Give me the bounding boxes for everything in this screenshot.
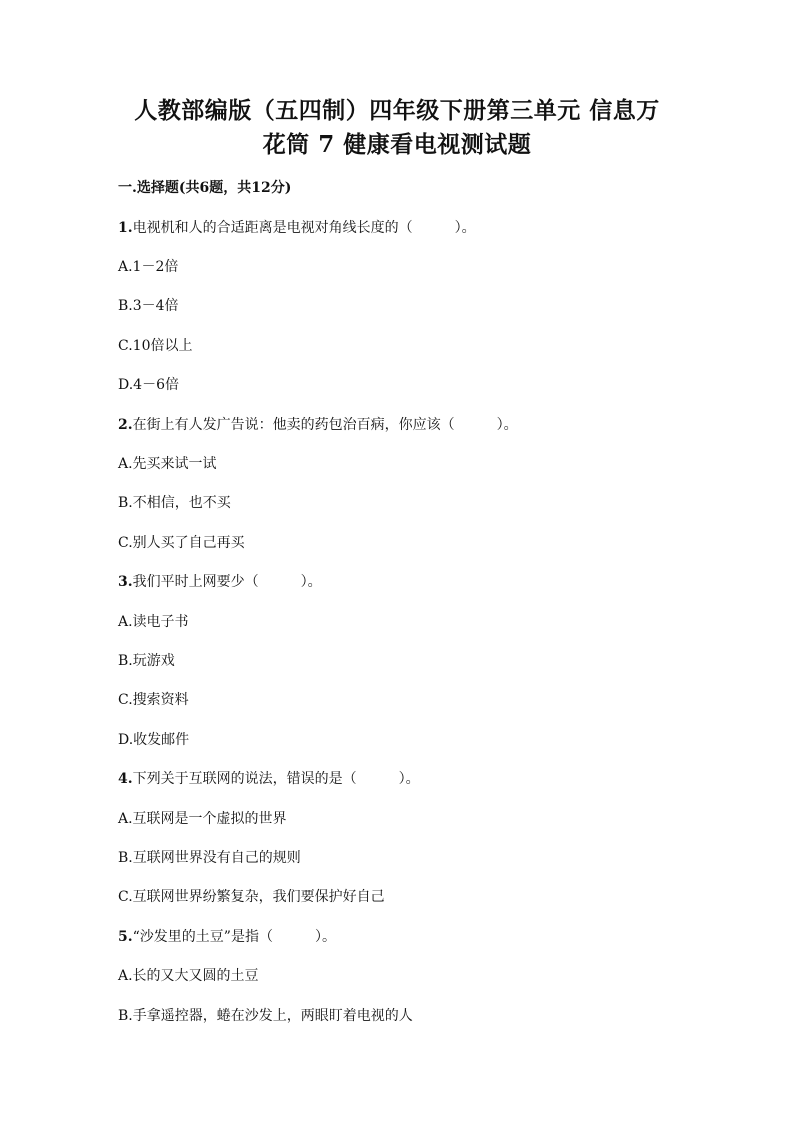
question-3-option-d: D.收发邮件: [118, 732, 190, 748]
question-4: [118, 770, 420, 788]
question-3: [118, 573, 322, 591]
question-2-option-a: A.先买来试一试: [118, 456, 217, 472]
question-number: 4.: [118, 771, 133, 787]
question-1-option-b: B.3－4倍: [118, 298, 179, 314]
question-4-option-b: B.互联网世界没有自己的规则: [118, 850, 301, 866]
question-2-option-c: C.别人买了自己再买: [118, 535, 245, 551]
question-number: 2.: [118, 417, 133, 433]
question-3-option-c: C.搜索资料: [118, 692, 189, 708]
question-text: “沙发里的土豆”是指（ ）。: [132, 929, 336, 945]
question-1-option-a: A.1－2倍: [118, 259, 179, 275]
question-1: [118, 219, 476, 237]
question-number: 1.: [118, 220, 133, 236]
question-2-option-b: B.不相信，也不买: [118, 495, 231, 511]
question-5-option-a: A.长的又大又圆的土豆: [118, 968, 259, 984]
question-number: 3.: [118, 574, 133, 590]
question-1-option-c: C.10倍以上: [118, 338, 193, 354]
question-5-option-b: B.手拿遥控器，蜷在沙发上，两眼盯着电视的人: [118, 1008, 413, 1024]
document-title-line-2: 花筒 7 健康看电视测试题: [262, 131, 532, 158]
question-4-option-c: C.互联网世界纷繁复杂，我们要保护好自己: [118, 889, 385, 905]
question-text: 下列关于互联网的说法，错误的是（ ）。: [132, 771, 420, 787]
section-heading: 一.选择题(共6题，共12分): [118, 180, 292, 196]
question-3-option-b: B.玩游戏: [118, 653, 175, 669]
question-3-option-a: A.读电子书: [118, 614, 189, 630]
question-text: 在街上有人发广告说：他卖的药包治百病，你应该（ ）。: [132, 417, 518, 433]
question-4-option-a: A.互联网是一个虚拟的世界: [118, 811, 287, 827]
question-2: [118, 416, 518, 434]
question-5: [118, 928, 336, 946]
question-number: 5.: [118, 929, 133, 945]
question-text: 电视机和人的合适距离是电视对角线长度的（ ）。: [132, 220, 476, 236]
question-text: 我们平时上网要少（ ）。: [132, 574, 322, 590]
question-1-option-d: D.4－6倍: [118, 377, 179, 393]
document-title-line-1: 人教部编版（五四制）四年级下册第三单元 信息万: [134, 97, 660, 124]
